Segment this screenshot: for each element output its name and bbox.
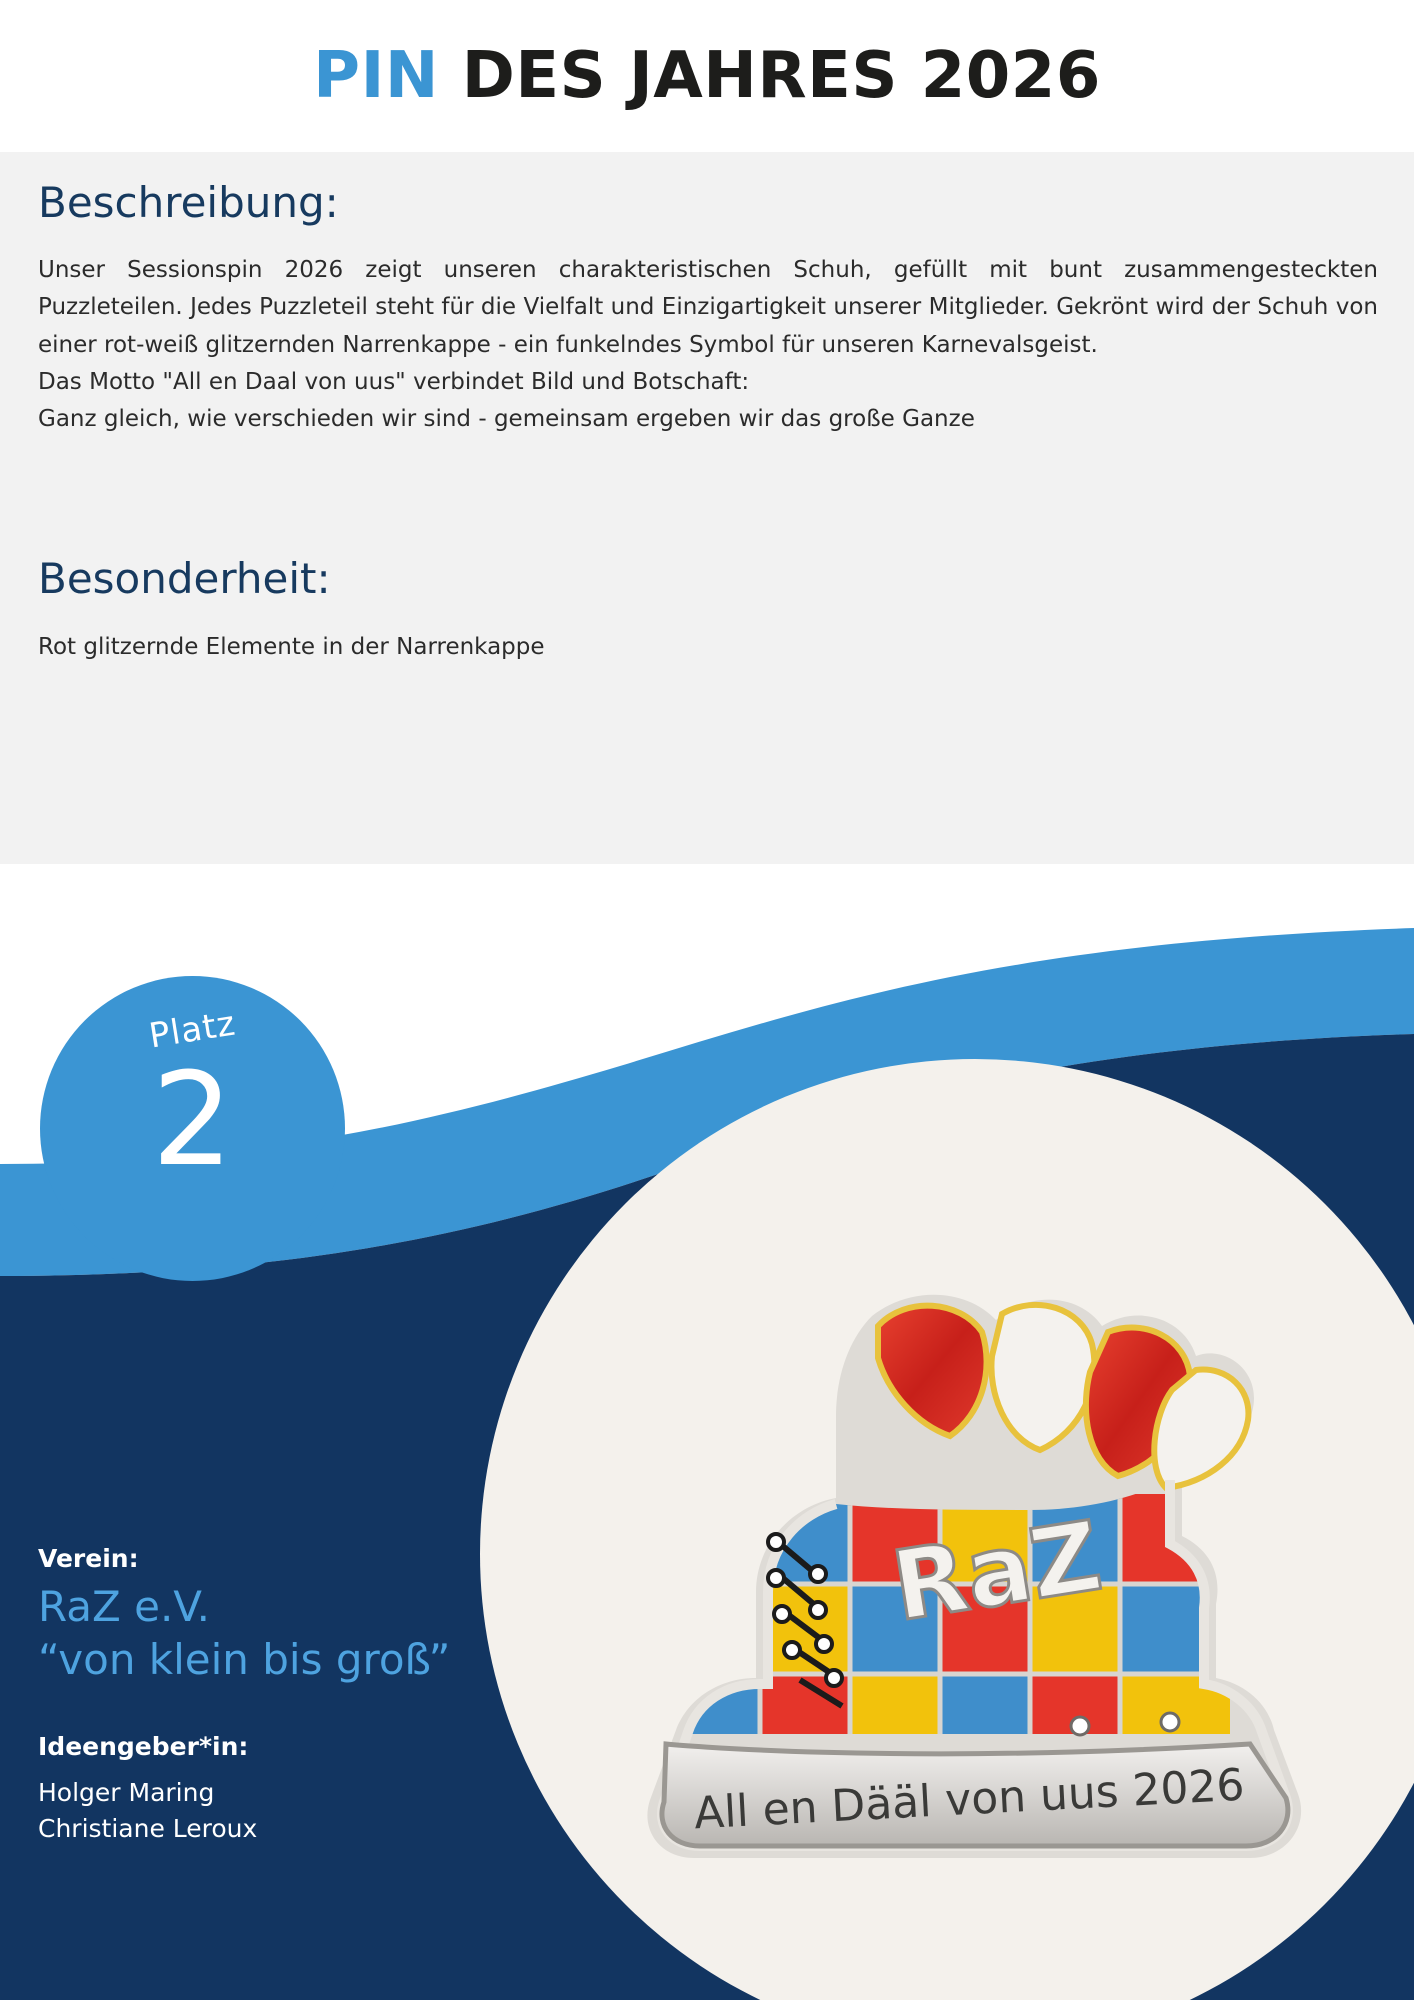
pin-illustration [520,1064,1414,2000]
place-badge-number: 2 [151,1046,234,1195]
idea-giver-name-2: Christiane Leroux [38,1814,258,1844]
idea-giver-name-1: Holger Maring [38,1778,215,1807]
footer-graphic-area [0,864,1414,2000]
page-title [313,39,1101,113]
special-text: Rot glitzernde Elemente in der Narrenkappe [38,633,545,660]
panel-spacer [38,438,1378,556]
description-heading: Beschreibung: [38,178,339,227]
idea-giver-label: Ideengeber*in: [38,1732,249,1761]
place-badge [40,976,345,1281]
pin-photo [520,1064,1414,2000]
pin-logo-text: RaZ [885,1499,1109,1644]
pin-motto-text: All en Dääl von uus 2026 [692,1759,1246,1840]
verein-label: Verein: [38,1544,139,1573]
description-panel [0,152,1414,864]
club-name: RaZ e.V. [38,1582,210,1631]
club-info-block [38,1544,658,1848]
description-paragraph: Unser Sessionspin 2026 zeigt unseren charakteristischen Schuh, gefüllt mit bunt zusammengesteckten Puzzleteilen. Jedes Puzzleteil steht für die Vielfalt und Einzigartigkeit unserer Mitglieder. Gekrönt wird der Schuh von einer rot-weiß glitzernden Narrenkappe - ein funkelndes Symbol für unseren Karnevalsgeist. [38,257,1378,358]
description-panel-inner [38,180,1378,665]
page-header [0,0,1414,152]
page-title-rest: DES JAHRES 2026 [438,39,1101,113]
description-line-2: Das Motto "All en Daal von uus" verbindet Bild und Botschaft: [38,368,750,395]
club-motto: “von klein bis groß” [38,1634,451,1684]
page-title-accent: PIN [313,39,439,113]
special-heading: Besonderheit: [38,554,331,604]
description-line-3: Ganz gleich, wie verschieden wir sind - gemeinsam ergeben wir das große Ganze [38,406,975,433]
place-badge-label: Platz [146,1003,239,1057]
